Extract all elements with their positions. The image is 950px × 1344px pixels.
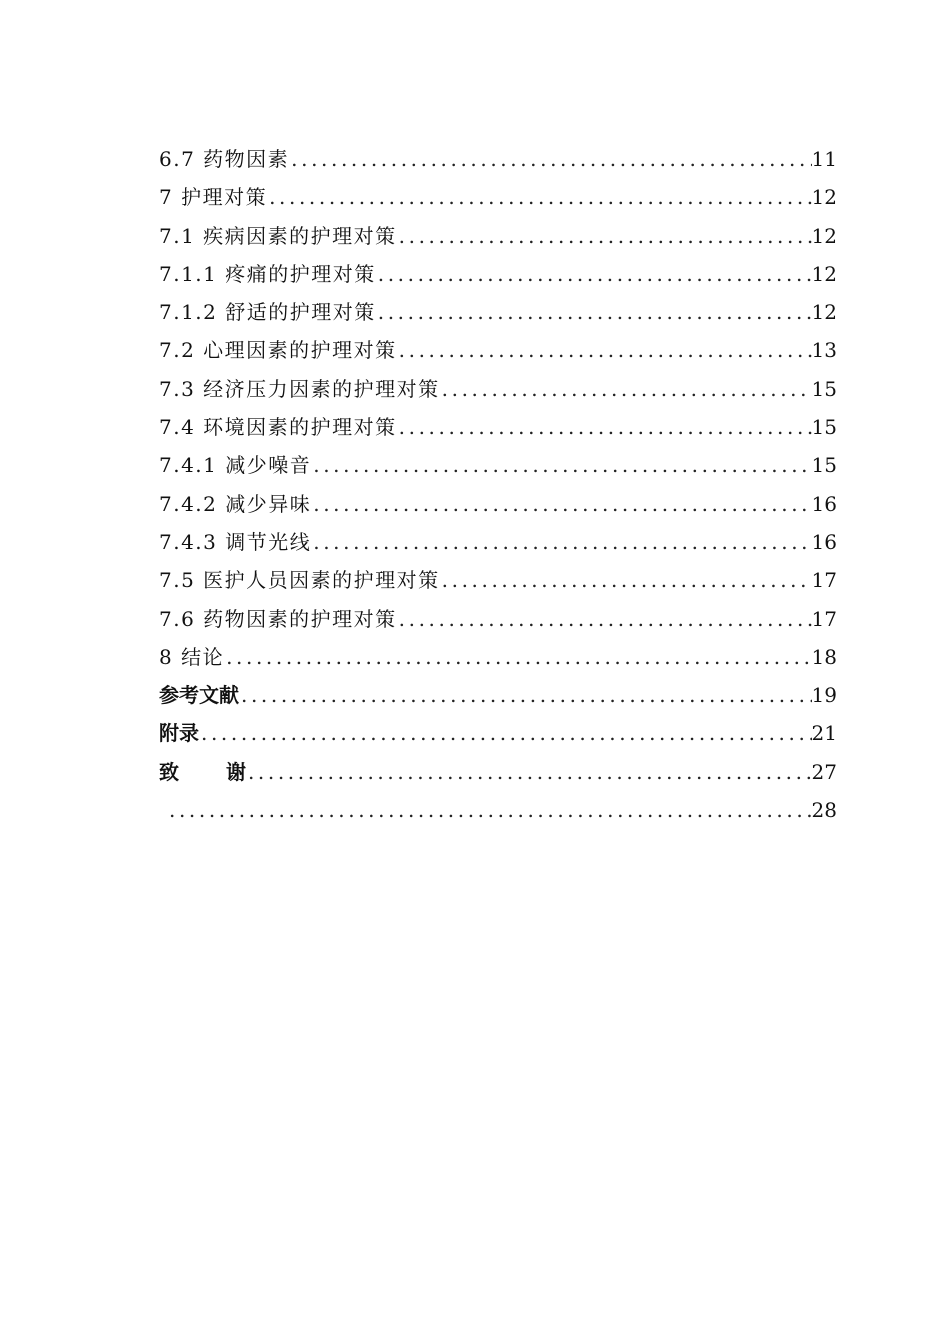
dot-leader <box>199 714 812 752</box>
toc-entry-acknowledgements[interactable] <box>159 753 837 791</box>
toc-entry-7-1-2[interactable] <box>159 293 837 331</box>
toc-entry-title: 7.4 环境因素的护理对策 <box>159 415 397 440</box>
toc-entry-page: 12 <box>811 300 837 325</box>
toc-entry-7-1[interactable] <box>159 217 837 255</box>
toc-entry-7-4-2[interactable] <box>159 485 837 523</box>
dot-leader <box>239 676 812 714</box>
toc-entry-page: 16 <box>811 529 837 554</box>
dot-leader <box>397 217 812 255</box>
toc-entry-6-7[interactable] <box>159 140 837 178</box>
toc-entry-8[interactable] <box>159 638 837 676</box>
toc-entry-title: 附录 <box>159 721 199 746</box>
dot-leader <box>376 293 812 331</box>
toc-entry-page: 12 <box>811 185 837 210</box>
dot-leader <box>397 408 812 446</box>
toc-entry-page: 19 <box>811 683 837 708</box>
dot-leader <box>311 446 811 484</box>
dot-leader <box>224 638 811 676</box>
toc-entry-references[interactable] <box>159 676 837 714</box>
toc-entry-title: 7.1.2 舒适的护理对策 <box>159 300 376 325</box>
toc-entry-title: 8 结论 <box>159 644 225 669</box>
table-of-contents <box>159 140 837 829</box>
dot-leader <box>440 561 812 599</box>
toc-entry-title: 参考文献 <box>159 683 239 708</box>
toc-entry-page: 27 <box>811 759 837 784</box>
toc-entry-page: 13 <box>811 338 837 363</box>
toc-entry-7-4[interactable] <box>159 408 837 446</box>
toc-entry-title: 7.1.1 疼痛的护理对策 <box>159 261 376 286</box>
toc-entry-untitled[interactable] <box>159 791 837 829</box>
toc-entry-title: 6.7 药物因素 <box>159 147 290 171</box>
toc-entry-page: 17 <box>811 606 837 631</box>
dot-leader <box>289 140 811 178</box>
toc-entry-page: 21 <box>811 721 837 746</box>
dot-leader <box>397 331 812 369</box>
toc-entry-7[interactable] <box>159 178 837 216</box>
toc-entry-page: 12 <box>811 223 837 248</box>
dot-leader <box>311 485 811 523</box>
toc-entry-7-1-1[interactable] <box>159 255 837 293</box>
toc-entry-7-3[interactable] <box>159 370 837 408</box>
toc-entry-title: 7.6 药物因素的护理对策 <box>159 606 397 631</box>
toc-entry-7-4-3[interactable] <box>159 523 837 561</box>
toc-entry-title: 7.4.2 减少异味 <box>159 491 312 516</box>
dot-leader <box>397 600 812 638</box>
toc-entry-page: 17 <box>811 568 837 593</box>
toc-entry-7-2[interactable] <box>159 331 837 369</box>
toc-entry-title: 致 谢 <box>159 759 246 784</box>
toc-entry-page: 15 <box>811 453 837 478</box>
toc-entry-7-5[interactable] <box>159 561 837 599</box>
toc-entry-title: 7.2 心理因素的护理对策 <box>159 338 397 363</box>
dot-leader <box>246 753 812 791</box>
toc-entry-page: 12 <box>811 261 837 286</box>
toc-entry-page: 16 <box>811 491 837 516</box>
dot-leader <box>159 791 812 829</box>
toc-entry-title: 7.5 医护人员因素的护理对策 <box>159 568 440 593</box>
toc-entry-page: 15 <box>811 415 837 440</box>
toc-entry-page: 11 <box>811 147 837 171</box>
dot-leader <box>267 178 811 216</box>
toc-entry-title: 7.1 疾病因素的护理对策 <box>159 223 397 248</box>
toc-entry-7-6[interactable] <box>159 600 837 638</box>
toc-entry-page: 28 <box>811 798 837 823</box>
toc-entry-title: 7.4.1 减少噪音 <box>159 453 312 478</box>
toc-entry-7-4-1[interactable] <box>159 446 837 484</box>
toc-entry-title: 7.3 经济压力因素的护理对策 <box>159 376 440 401</box>
dot-leader <box>376 255 812 293</box>
toc-entry-title: 7.4.3 调节光线 <box>159 529 312 554</box>
toc-entry-page: 15 <box>811 376 837 401</box>
dot-leader <box>440 370 812 408</box>
toc-entry-page: 18 <box>811 644 837 669</box>
toc-entry-appendix[interactable] <box>159 714 837 752</box>
toc-entry-title: 7 护理对策 <box>159 185 268 210</box>
dot-leader <box>311 523 811 561</box>
